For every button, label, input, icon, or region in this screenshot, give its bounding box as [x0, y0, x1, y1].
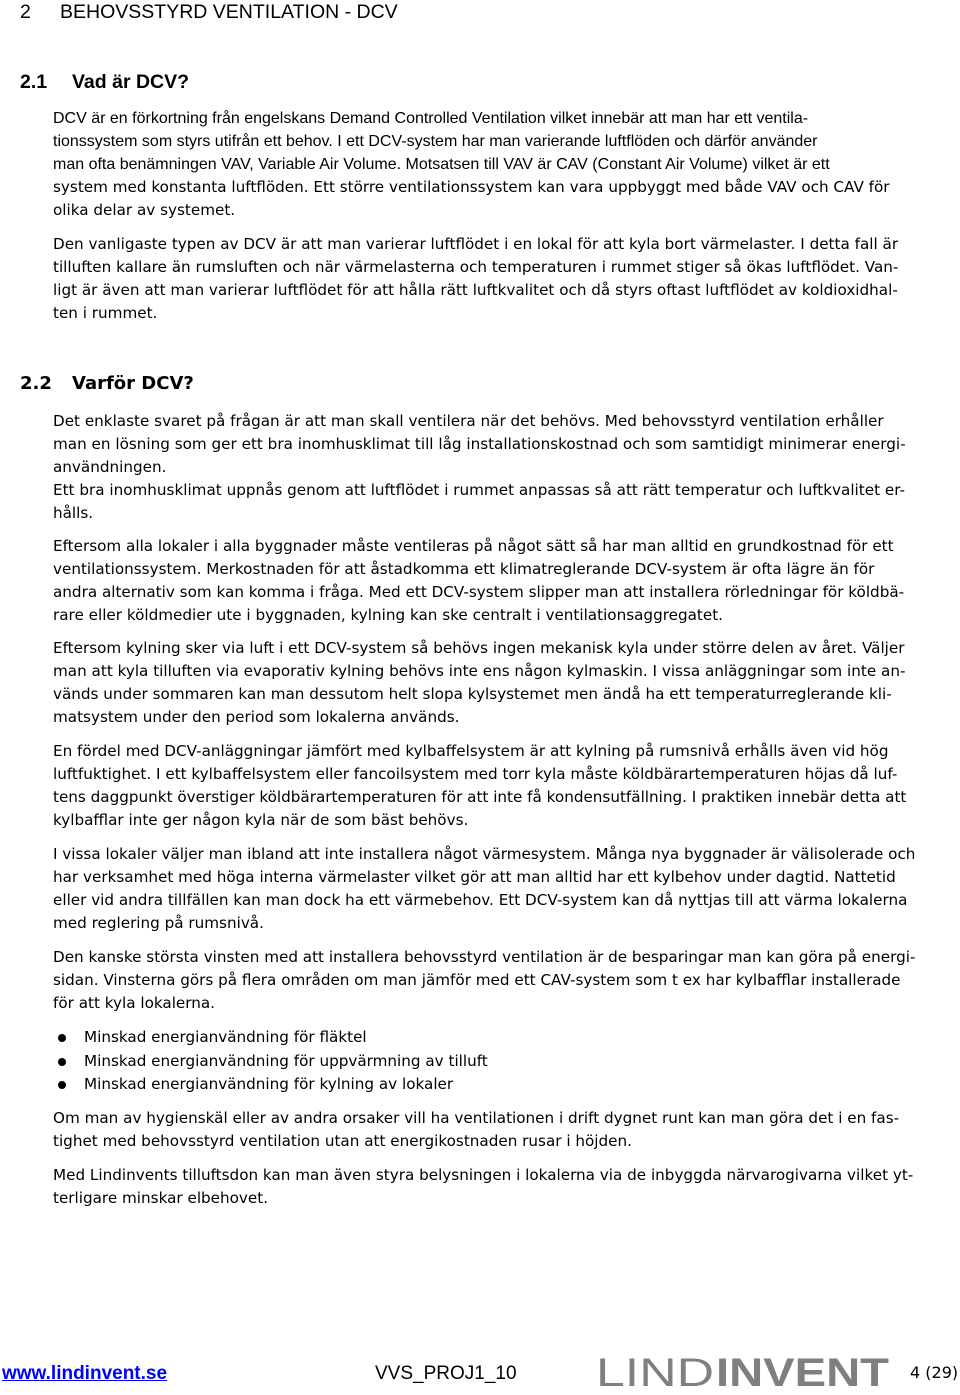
text-line: man att kyla tilluften via evaporativ kylning behövs inte ens någon kylmaskin. I vissa anläggningar som inte an-	[53, 662, 906, 680]
text-line: man ofta benämningen VAV, Variable Air Volume. Motsatsen till VAV är CAV (Constant Air Volume) vilket är ett	[53, 156, 830, 173]
text-line: hålls.	[53, 504, 94, 522]
paragraph	[53, 843, 916, 935]
text-line: användningen.	[53, 458, 167, 476]
footer-document-code: VVS_PROJ1_10	[375, 1363, 517, 1384]
chapter-heading	[20, 0, 398, 24]
paragraph	[53, 1164, 913, 1210]
paragraph	[53, 535, 913, 627]
text-line: vänds under sommaren kan man dessutom helt slopa kylsystemet men ändå ha ett temperaturreglerande kli-	[53, 685, 892, 703]
text-line: Den kanske största vinsten med att installera behovsstyrd ventilation är de besparingar man kan göra på energi-	[53, 948, 916, 966]
text-line: tilluften kallare än rumsluften och när värmelasterna och temperaturen i rummet stiger så ökas luftflödet. Van-	[53, 258, 899, 276]
list-item-text: Minskad energianvändning för fläktel	[84, 1028, 367, 1046]
section-title: Vad är DCV?	[72, 71, 190, 93]
list-item	[53, 1050, 913, 1074]
bullet-icon	[58, 1081, 66, 1089]
text-line: Det enklaste svaret på frågan är att man skall ventilera när det behövs. Med behovsstyrd ventilation erhåller	[53, 412, 884, 430]
text-line: Den vanligaste typen av DCV är att man varierar luftflödet i en lokal för att kyla bort värmelaster. I detta fall är	[53, 235, 899, 253]
section-number: 2.1	[20, 71, 48, 93]
text-line: DCV är en förkortning från engelskans Demand Controlled Ventilation vilket innebär att man har ett ventila-	[53, 110, 809, 127]
page-number: 4 (29)	[910, 1363, 959, 1382]
text-line: ligt är även att man varierar luftflödet för att hålla rätt luftkvalitet och då styrs oftast luftflödet av koldioxidhal-	[53, 281, 898, 299]
section-2-1-heading	[20, 70, 189, 94]
text-line: matsystem under den period som lokalerna används.	[53, 708, 460, 726]
paragraph	[53, 107, 913, 222]
text-line: Eftersom kylning sker via luft i ett DCV-system så behövs ingen mekanisk kyla under större delen av året. Väljer	[53, 639, 905, 657]
paragraph	[53, 410, 913, 525]
text-line: eller vid andra tillfällen kan man dock ha ett värmebehov. Ett DCV-system kan då nyttjas till att värma lokalerna	[53, 891, 908, 909]
text-line: tionssystem som styrs utifrån ett behov. I ett DCV-system har man varierande luftflöden och därför använder	[53, 133, 818, 150]
chapter-number: 2	[20, 1, 31, 23]
text-line: sidan. Vinsterna görs på flera områden om man jämför med ett CAV-system som t ex har kylbafflar installerade	[53, 971, 901, 989]
text-line: Med Lindinvents tilluftsdon kan man även styra belysningen i lokalerna via de inbyggda närvarogivarna vilket yt-	[53, 1166, 914, 1184]
paragraph	[53, 637, 913, 729]
footer-website-link[interactable]: www.lindinvent.se	[2, 1363, 168, 1384]
section-2-2-heading	[20, 372, 194, 396]
text-line: Om man av hygienskäl eller av andra orsaker vill ha ventilationen i drift dygnet runt kan man göra det i en fas-	[53, 1109, 900, 1127]
text-line: kylbafflar inte ger någon kyla när de som bäst behövs.	[53, 811, 469, 829]
text-line: ten i rummet.	[53, 304, 158, 322]
paragraph	[53, 1107, 913, 1153]
text-line: luftfuktighet. I ett kylbaffelsystem eller fancoilsystem med torr kyla måste köldbärartemperaturen höjas då luf-	[53, 765, 898, 783]
list-item-text: Minskad energianvändning för uppvärmning av tilluft	[84, 1051, 488, 1070]
logo-text-bold: INVENT	[716, 1353, 889, 1389]
bullet-icon	[58, 1034, 66, 1042]
logo-text-light: LIND	[596, 1353, 714, 1389]
list-item-text: Minskad energianvändning för kylning av lokaler	[84, 1075, 454, 1093]
text-line: andra alternativ som kan komma i fråga. Med ett DCV-system slipper man att installera rörledningar för köldbä-	[53, 583, 905, 601]
text-line: tens daggpunkt överstiger köldbärartemperaturen för att inte få kondensutfällning. I praktiken innebär detta att	[53, 788, 907, 806]
text-line: olika delar av systemet.	[53, 201, 236, 219]
section-title: Varför DCV?	[72, 373, 194, 394]
text-line: tighet med behovsstyrd ventilation utan att energikostnaden rusar i höjden.	[53, 1132, 632, 1150]
text-line: för att kyla lokalerna.	[53, 994, 215, 1012]
text-line: system med konstanta luftflöden. Ett större ventilationssystem kan vara uppbyggt med både VAV och CAV för	[53, 178, 890, 196]
text-line: rare eller köldmedier ute i byggnaden, kylning kan ske centralt i ventilationsaggregatet.	[53, 606, 723, 624]
bullet-list	[53, 1026, 913, 1097]
bullet-icon	[58, 1058, 66, 1066]
section-number: 2.2	[20, 373, 52, 394]
paragraph	[53, 233, 913, 325]
text-line: man en lösning som ger ett bra inomhusklimat till låg installationskostnad och som samtidigt minimerar energi-	[53, 435, 906, 453]
paragraph	[53, 946, 916, 1015]
lindinvent-logo	[596, 1353, 891, 1389]
chapter-title: BEHOVSSTYRD VENTILATION - DCV	[60, 1, 398, 23]
text-line: Eftersom alla lokaler i alla byggnader måste ventileras på något sätt så har man alltid en grundkostnad för ett	[53, 537, 894, 555]
text-line: terligare minskar elbehovet.	[53, 1189, 269, 1207]
text-line: ventilationssystem. Merkostnaden för att åstadkomma ett klimatreglerande DCV-system är ofta lägre än för	[53, 560, 875, 578]
text-line: med reglering på rumsnivå.	[53, 914, 264, 932]
list-item	[53, 1026, 913, 1050]
list-item	[53, 1073, 913, 1097]
paragraph	[53, 740, 913, 832]
text-line: har verksamhet med höga interna värmelaster vilket gör att man alltid har ett kylbehov under dagtid. Nattetid	[53, 868, 896, 886]
text-line: I vissa lokaler väljer man ibland att inte installera något värmesystem. Många nya byggnader är välisolerade och	[53, 845, 916, 863]
text-line: Ett bra inomhusklimat uppnås genom att luftflödet i rummet anpassas så att rätt temperatur och luftkvalitet er-	[53, 481, 905, 499]
text-line: En fördel med DCV-anläggningar jämfört med kylbaffelsystem är att kylning på rumsnivå erhålls även vid hög	[53, 742, 889, 760]
